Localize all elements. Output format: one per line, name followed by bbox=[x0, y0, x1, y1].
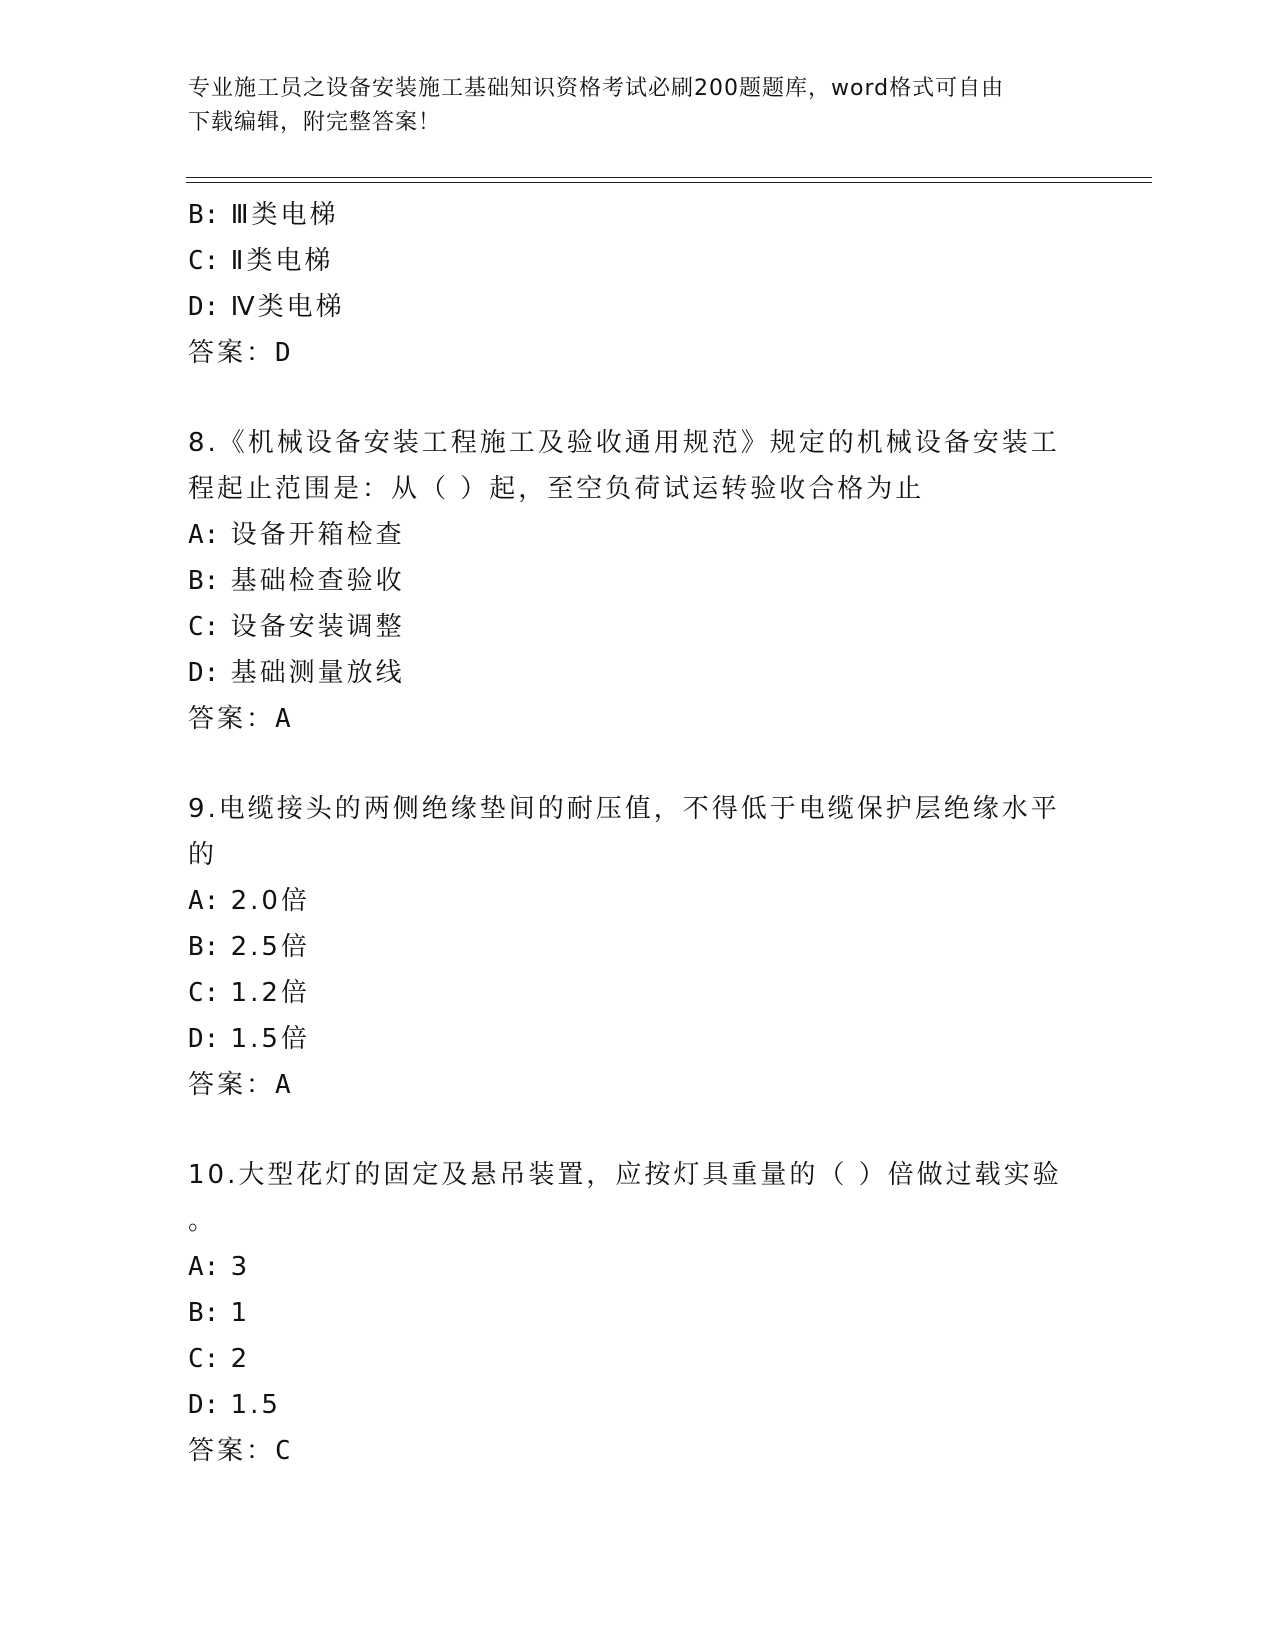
answer-line bbox=[188, 1062, 1068, 1108]
question-10 bbox=[188, 1152, 1068, 1474]
answer-label: 答案： bbox=[188, 338, 276, 368]
answer-line bbox=[188, 1428, 1068, 1474]
option-letter: C: bbox=[188, 612, 220, 642]
answer-value: A bbox=[275, 1070, 291, 1100]
option-letter: B: bbox=[188, 200, 220, 230]
answer-value: C bbox=[275, 1436, 291, 1466]
option-d bbox=[188, 284, 1068, 330]
question-text-line: 的 bbox=[188, 840, 218, 870]
answer-label: 答案： bbox=[188, 704, 276, 734]
option-text: 基础测量放线 bbox=[219, 658, 405, 688]
question-text-line: 8.《机械设备安装工程施工及验收通用规范》规定的机械设备安装工 bbox=[188, 428, 1060, 458]
option-d bbox=[188, 1016, 1068, 1062]
question-text-line: 9.电缆接头的两侧绝缘垫间的耐压值，不得低于电缆保护层绝缘水平 bbox=[188, 794, 1060, 824]
option-c bbox=[188, 970, 1068, 1016]
option-text: 2.0倍 bbox=[219, 886, 310, 916]
option-letter: B: bbox=[188, 1298, 220, 1328]
option-text: 基础检查验收 bbox=[219, 566, 405, 596]
option-letter: D: bbox=[188, 1024, 220, 1054]
header-line-2: 下载编辑，附完整答案！ bbox=[188, 110, 442, 135]
answer-value: D bbox=[275, 338, 291, 368]
option-a bbox=[188, 512, 1068, 558]
option-a bbox=[188, 1244, 1068, 1290]
answer-line bbox=[188, 696, 1068, 742]
option-letter: C: bbox=[188, 978, 220, 1008]
option-letter: C: bbox=[188, 246, 220, 276]
option-b bbox=[188, 192, 1068, 238]
option-a bbox=[188, 878, 1068, 924]
question-text-line: 程起止范围是：从（ ）起，至空负荷试运转验收合格为止 bbox=[188, 474, 925, 504]
option-letter: A: bbox=[188, 520, 220, 550]
option-text: 2 bbox=[219, 1344, 251, 1374]
option-text: 2.5倍 bbox=[219, 932, 310, 962]
option-letter: D: bbox=[188, 1390, 220, 1420]
option-letter: C: bbox=[188, 1344, 220, 1374]
option-c bbox=[188, 604, 1068, 650]
option-letter: A: bbox=[188, 1252, 220, 1282]
option-text: Ⅱ类电梯 bbox=[219, 246, 334, 276]
question-list bbox=[188, 192, 1068, 1474]
option-b bbox=[188, 924, 1068, 970]
answer-label: 答案： bbox=[188, 1436, 276, 1466]
option-c bbox=[188, 1336, 1068, 1382]
option-letter: A: bbox=[188, 886, 220, 916]
option-letter: B: bbox=[188, 566, 220, 596]
option-letter: B: bbox=[188, 932, 220, 962]
option-text: 1 bbox=[219, 1298, 251, 1328]
option-letter: D: bbox=[188, 292, 220, 322]
option-letter: D: bbox=[188, 658, 220, 688]
option-text: Ⅲ类电梯 bbox=[219, 200, 339, 230]
header-line-1: 专业施工员之设备安装施工基础知识资格考试必刷200题题库，word格式可自由 bbox=[188, 76, 1005, 101]
option-b bbox=[188, 558, 1068, 604]
option-text: Ⅳ类电梯 bbox=[219, 292, 345, 322]
option-d bbox=[188, 1382, 1068, 1428]
question-9 bbox=[188, 786, 1068, 1108]
answer-value: A bbox=[275, 704, 291, 734]
answer-label: 答案： bbox=[188, 1070, 276, 1100]
prev-question-block bbox=[188, 192, 1068, 376]
header-rule-top bbox=[186, 177, 1152, 178]
document-header bbox=[188, 72, 1068, 140]
option-text: 设备开箱检查 bbox=[219, 520, 405, 550]
question-text-line: 10.大型花灯的固定及悬吊装置，应按灯具重量的（ ）倍做过载实验 bbox=[188, 1160, 1062, 1190]
option-text: 设备安装调整 bbox=[219, 612, 405, 642]
option-c bbox=[188, 238, 1068, 284]
option-text: 1.5倍 bbox=[219, 1024, 310, 1054]
option-d bbox=[188, 650, 1068, 696]
option-b bbox=[188, 1290, 1068, 1336]
question-8 bbox=[188, 420, 1068, 742]
option-text: 1.2倍 bbox=[219, 978, 310, 1008]
header-rule-bottom bbox=[186, 182, 1152, 183]
option-text: 1.5 bbox=[219, 1390, 281, 1420]
option-text: 3 bbox=[219, 1252, 251, 1282]
question-text-line: 。 bbox=[188, 1206, 218, 1236]
answer-line bbox=[188, 330, 1068, 376]
